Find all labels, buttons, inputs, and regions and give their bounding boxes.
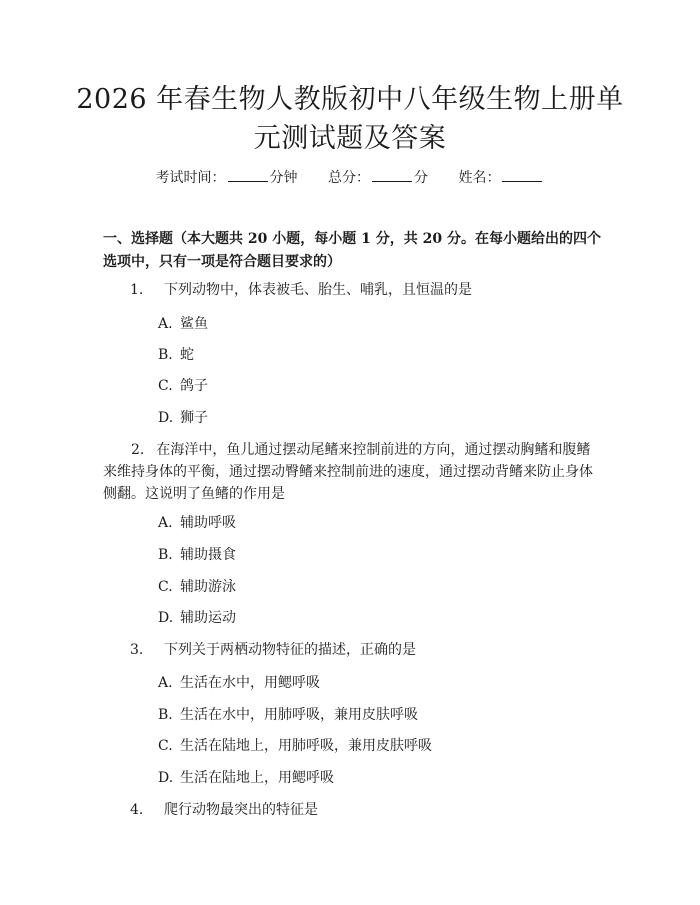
option-text: 生活在水中，用肺呼吸，兼用皮肤呼吸 — [180, 707, 418, 723]
document-title-line-1: 2026 年春生物人教版初中八年级生物上册单 — [76, 84, 624, 115]
option-letter: D. — [158, 610, 174, 626]
question-number: 2. — [131, 442, 145, 458]
question-1-option-d — [158, 408, 208, 428]
option-text: 鸽子 — [180, 378, 208, 394]
student-name-field — [458, 167, 544, 188]
document-title-line-2: 元测试题及答案 — [253, 123, 447, 154]
total-score-blank — [372, 167, 412, 182]
exam-time-field — [156, 167, 298, 188]
option-letter: C. — [158, 738, 173, 754]
question-2-option-c — [158, 577, 236, 597]
question-text: 下列动物中，体表被毛、胎生、哺乳，且恒温的是 — [164, 282, 472, 298]
question-3-option-c — [158, 736, 432, 756]
student-name-label: 姓名： — [458, 170, 501, 186]
option-letter: B. — [158, 707, 173, 723]
total-score-field — [328, 167, 428, 188]
total-score-unit: 分 — [414, 170, 428, 186]
option-letter: D. — [158, 770, 174, 786]
question-text: 爬行动物最突出的特征是 — [164, 802, 318, 818]
option-letter: A. — [158, 515, 173, 531]
option-letter: D. — [158, 410, 174, 426]
exam-time-unit: 分钟 — [269, 170, 298, 186]
option-text: 生活在水中，用鳃呼吸 — [180, 675, 320, 691]
question-2 — [103, 439, 603, 505]
question-1-option-b — [158, 345, 194, 365]
question-2-option-b — [158, 545, 236, 565]
question-3 — [103, 639, 603, 661]
option-text: 辅助游泳 — [180, 579, 236, 595]
section-heading: 一、选择题（本大题共 20 小题，每小题 1 分，共 20 分。在每小题给出的四个选项中，只有一项是符合题目要求的） — [103, 231, 601, 270]
total-score-label: 总分： — [328, 170, 370, 186]
option-letter: B. — [158, 347, 173, 363]
option-text: 生活在陆地上，用肺呼吸，兼用皮肤呼吸 — [180, 738, 432, 754]
option-text: 鲨鱼 — [180, 316, 208, 332]
question-1-option-a — [158, 314, 208, 334]
option-text: 蛇 — [180, 347, 194, 363]
student-name-blank — [502, 167, 542, 182]
question-3-option-b — [158, 705, 418, 725]
option-text: 辅助摄食 — [180, 547, 236, 563]
question-4 — [103, 799, 603, 821]
option-letter: A. — [158, 316, 173, 332]
question-text: 下列关于两栖动物特征的描述，正确的是 — [164, 642, 416, 658]
option-letter: B. — [158, 547, 173, 563]
option-text: 辅助呼吸 — [180, 515, 236, 531]
exam-time-blank — [228, 167, 268, 182]
question-number: 4. — [130, 802, 144, 818]
option-letter: A. — [158, 675, 173, 691]
exam-time-label: 考试时间： — [155, 170, 226, 186]
question-1 — [103, 279, 603, 301]
exam-info-line — [0, 167, 700, 188]
question-number: 3. — [130, 642, 144, 658]
option-letter: C. — [158, 579, 173, 595]
question-2-option-d — [158, 608, 236, 628]
question-text: 在海洋中，鱼儿通过摆动尾鳍来控制前进的方向，通过摆动胸鳍和腹鳍来维持身体的平衡，通过摆动臀鳍来控制前进的速度，通过摆动背鳍来防止身体侧翻。这说明了鱼鳍的作用是 — [103, 442, 593, 502]
question-3-option-d — [158, 768, 334, 788]
option-letter: C. — [158, 378, 173, 394]
question-1-option-c — [158, 376, 208, 396]
question-2-option-a — [158, 513, 236, 533]
option-text: 生活在陆地上，用鳃呼吸 — [180, 770, 334, 786]
question-3-option-a — [158, 673, 320, 693]
option-text: 辅助运动 — [180, 610, 236, 626]
question-number: 1. — [130, 282, 144, 298]
option-text: 狮子 — [180, 410, 208, 426]
